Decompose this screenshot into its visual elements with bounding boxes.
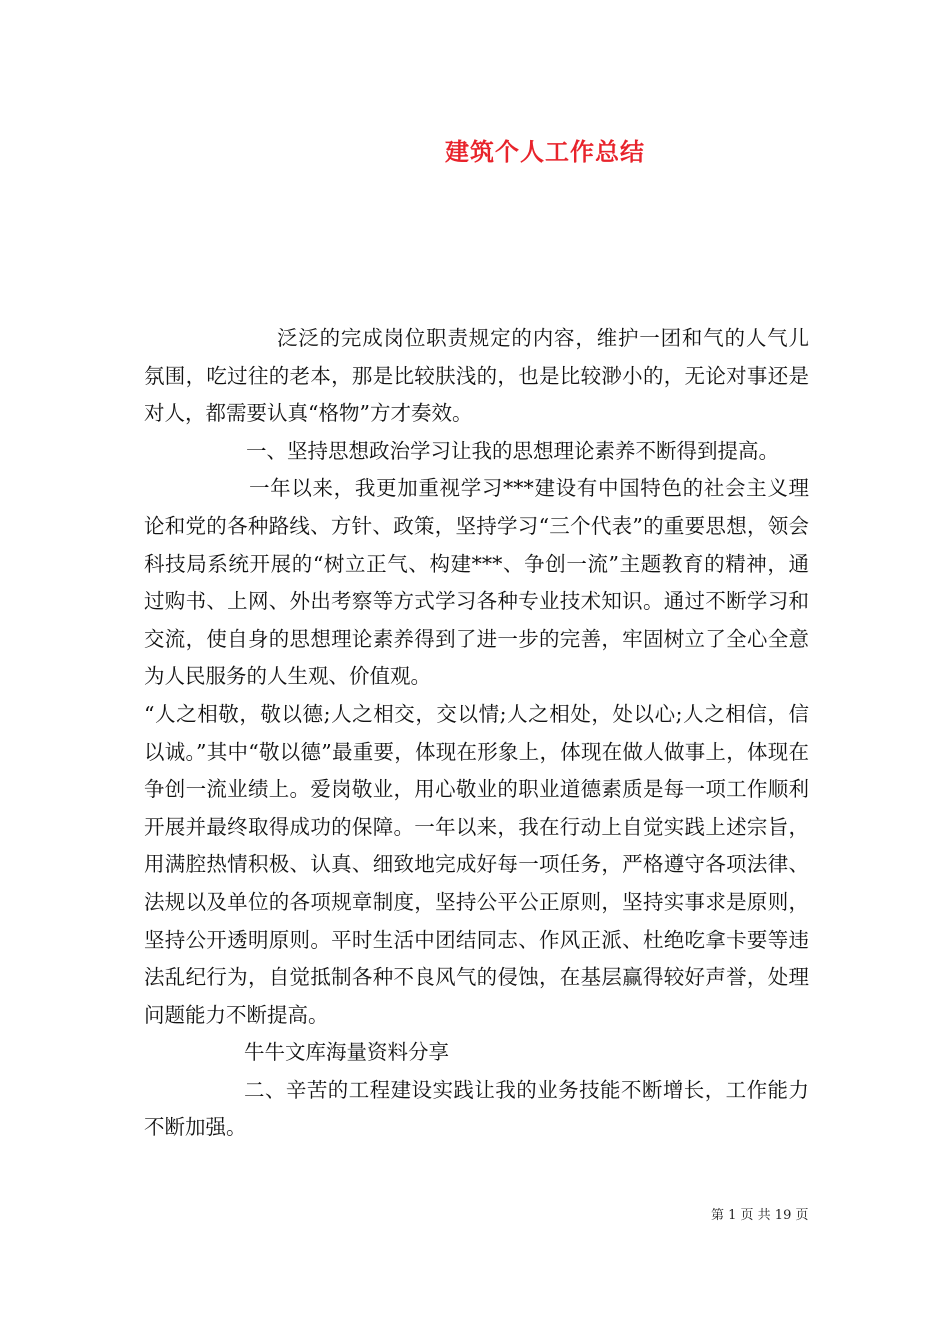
paragraph-intro: 泛泛的完成岗位职责规定的内容，维护一团和气的人气儿氛围，吃过往的老本，那是比较肤浅的，也是比较渺小的，无论对事还是对人，都需要认真“格物”方才奏效。 (144, 326, 809, 426)
section-heading-2: 二、辛苦的工程建设实践让我的业务技能不断增长，工作能力不断加强。 (144, 1077, 809, 1140)
document-body (144, 320, 809, 1147)
paragraph-study: 一年以来，我更加重视学习***建设有中国特色的社会主义理论和党的各种路线、方针、政策，坚持学习“三个代表”的重要思想，领会科技局系统开展的“树立正气、构建***、争创一流”主题教育的精神，通过购书、上网、外出考察等方式学习各种专业技术知识。通过不断学习和交流，使自身的思想理论素养得到了进一步的完善，牢固树立了全心全意为人民服务的人生观、价值观。 (144, 476, 809, 689)
document-title: 建筑个人工作总结 (445, 137, 645, 166)
watermark-note: 牛牛文库海量资料分享 (244, 1040, 449, 1065)
page-number-footer: 第 1 页 共 19 页 (711, 1208, 809, 1223)
paragraph-ethics: “人之相敬，敬以德;人之相交，交以情;人之相处，处以心;人之相信，信以诚。”其中“敬以德”最重要，体现在形象上，体现在做人做事上，体现在争创一流业绩上。爱岗敬业，用心敬业的职业道德素质是每一项工作顺利开展并最终取得成功的保障。一年以来，我在行动上自觉实践上述宗旨，用满腔热情积极、认真、细致地完成好每一项任务，严格遵守各项法律、法规以及单位的各项规章制度，坚持公平公正原则，坚持实事求是原则，坚持公开透明原则。平时生活中团结同志、作风正派、杜绝吃拿卡要等违法乱纪行为，自觉抵制各种不良风气的侵蚀，在基层赢得较好声誉，处理问题能力不断提高。 (144, 701, 809, 1027)
section-heading-1: 一、坚持思想政治学习让我的思想理论素养不断得到提高。 (246, 438, 779, 463)
